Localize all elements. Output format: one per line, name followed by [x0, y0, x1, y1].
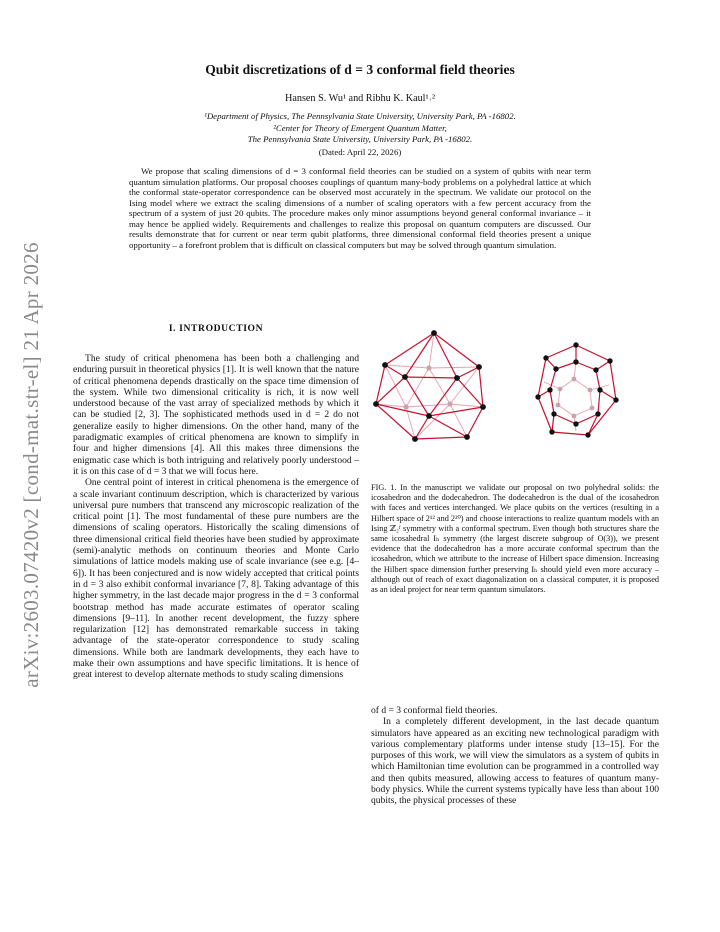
author-list: Hansen S. Wu¹ and Ribhu K. Kaul¹˒² — [284, 93, 436, 104]
paragraph: The study of critical phenomena has been both a challenging and enduring pursuit in theoretical physics [1]. It is well known that the nature of critical phenomena depends drastically on the space time dimension of the system. While two dimensional criticality is rich, it is now well understood because of the vast array of specialized methods by which it can be studied [2, 3]. The sophisticated methods used in d = 2 do not generalize easily to higher dimensions. On the other hand, many of the paradigmatic examples of critical phenomena are known to simplify in four and higher dimensions [4]. All this makes three dimensions the enigmatic case which is both intriguing and relatively poorly understood – it is on this case of d = 3 that we will focus here. — [73, 353, 359, 477]
affiliation-line: ¹Department of Physics, The Pennsylvania State University, University Park, PA -16802. — [204, 111, 516, 121]
affiliation-line: ²Center for Theory of Emergent Quantum Matter, — [273, 122, 447, 133]
abstract: We propose that scaling dimensions of d = 3 conformal field theories can be studied on a system of qubits with near term quantum simulation platforms. Our proposal chooses couplings of quantum many-body problems on a polyhedral lattice at which the conformal state-operator correspondence can be observed most accurately in the spectrum. We validate our protocol on the Ising model where we extract the scaling dimensions of a number of scaling operators with a few percent accuracy from the spectrum of a system of just 20 qubits. The procedure makes only minor assumptions beyond general conformal invariance – it may hence be applied widely. Requirements and challenges to realize this proposal on quantum computers are discussed. Our results demonstrate that for current or near term qubit platforms, three dimensional conformal field theories present a unique opportunity – a forefront problem that is difficult on classical computers but may be solved through quantum simulation. — [129, 166, 591, 250]
section-heading: I. INTRODUCTION — [168, 323, 264, 334]
arxiv-side-stamp: arXiv:2603.07420v2 [cond-mat.str-el] 21 Apr 2026 — [19, 242, 43, 688]
figure-1 — [371, 330, 659, 470]
paragraph: of d = 3 conformal field theories. — [371, 705, 498, 716]
paper-title: Qubit discretizations of d = 3 conformal field theories — [205, 62, 515, 77]
paragraph: In a completely different development, in the last decade quantum simulators have appeared as an exciting new technological paradigm with various complementary platforms under intense study [13–15]. For the purposes of this work, we will view the simulators as a system of qubits in which Hamiltonian time evolution can be programmed in a controlled way and then qubits measured, allowing access to features of quantum many-body physics. While the current systems typically have less than about 100 qubits, the physical processes of these — [371, 716, 659, 807]
right-column — [371, 705, 659, 807]
figure-caption: FIG. 1. In the manuscript we validate our proposal on two polyhedral solids: the icosahedron and the dodecahedron. The dodecahedron is the dual of the icosahedron with faces and vertices interchanged. We place qubits on the vertices (resulting in a Hilbert space of 2¹² and 2²⁰) and choose interactions to realize quantum models with an Ising ℤ₂ᶠ symmetry with a conformal spectrum. Even though both structures share the same icosahedral Iₕ symmetry (the largest discrete subgroup of O(3)), we present evidence that the dodecahedron has a more accurate conformal spectrum than the icosahedron, which we attribute to the increase of Hilbert space dimension. Increasing the Hilbert space dimension further preserving Iₕ should yield even more accuracy – although out of reach of exact diagonalization on a classical computer, it is proposed as an ideal project for near term quantum simulators. — [371, 483, 659, 595]
left-column — [73, 353, 359, 681]
polyhedra-figure — [371, 330, 659, 470]
dodecahedron-drawing — [535, 342, 618, 437]
affiliation-line: The Pennsylvania State University, University Park, PA -16802. — [247, 134, 473, 145]
paragraph: One central point of interest in critical phenomena is the emergence of a scale invariant continuum description, which is characterized by various universal pure numbers that transcend any microscopic realization of the critical point [1]. The most fundamental of these pure numbers are the dimensions of scaling operators. Historically the scaling dimensions of three dimensional critical field theories have been studied by approximate (semi)-analytic methods on continuum theories and Monte Carlo simulations of lattice models making use of scale invariance (see e.g. [4–6]). It has been conjectured and is now widely accepted that critical points in d = 3 also exhibit conformal invariance [7, 8]. Taking advantage of this higher symmetry, in the last decade major progress in the d = 3 conformal bootstrap method has made accurate estimates of operator scaling dimensions [9–11]. In another recent development, the fuzzy sphere regularization [12] has demonstrated remarkable success in taking advantage of the state-operator correspondence to study scaling dimensions. While both are landmark developments, they each have to make their own assumptions and have specific limitations. It is hence of great interest to develop alternate methods to study scaling dimensions — [73, 477, 359, 681]
date-line: (Dated: April 22, 2026) — [318, 147, 402, 157]
affiliations — [0, 111, 720, 146]
icosahedron-drawing — [373, 330, 486, 442]
